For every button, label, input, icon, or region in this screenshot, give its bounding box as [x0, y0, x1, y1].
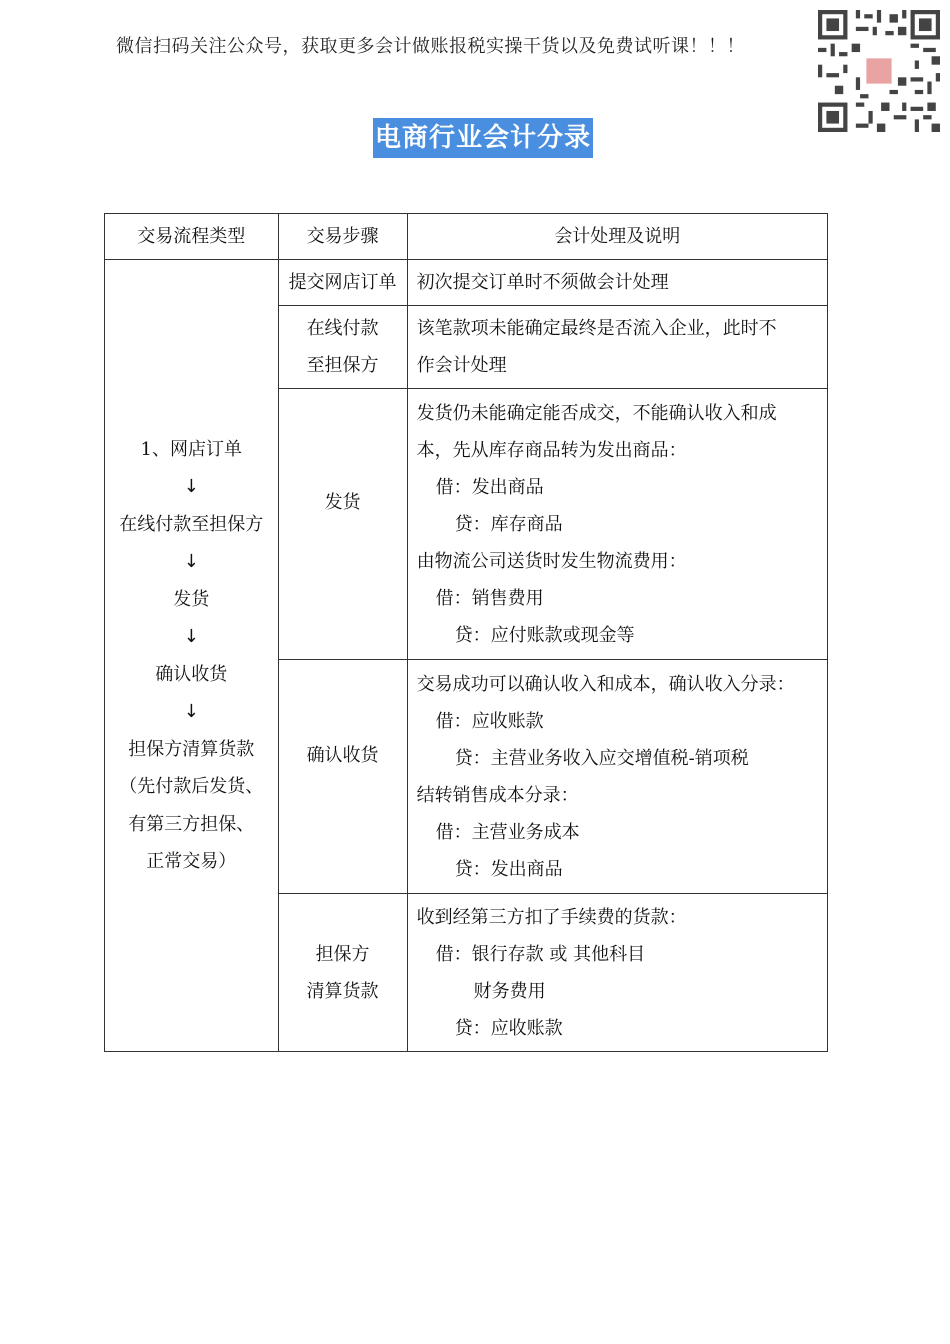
desc-line: 借：主营业务成本	[435, 821, 580, 843]
desc-line: 贷：发出商品	[454, 858, 563, 880]
qr-code-icon[interactable]	[818, 10, 940, 132]
desc-cell	[407, 306, 827, 389]
step-label: 确认收货	[306, 744, 379, 766]
step-label: 提交网店订单	[288, 272, 397, 293]
desc-line: 本，先从库存商品转为发出商品：	[416, 439, 687, 461]
step-cell	[278, 389, 407, 660]
down-arrow-icon: ↓	[183, 626, 199, 647]
step-label: 担保方	[315, 943, 370, 965]
flow-note-line: 正常交易）	[146, 851, 237, 872]
flow-note-line: 有第三方担保、	[128, 813, 255, 835]
desc-line: 收到经第三方扣了手续费的货款：	[416, 906, 687, 928]
desc-cell	[407, 389, 827, 660]
desc-line: 贷：应付账款或现金等	[454, 624, 635, 646]
flow-step-3: 发货	[173, 588, 210, 610]
step-cell	[278, 894, 407, 1052]
flow-step-2: 在线付款至担保方	[119, 513, 264, 535]
header-flow-type: 交易流程类型	[105, 214, 279, 260]
desc-cell	[407, 660, 827, 894]
desc-line: 发货仍未能确定能否成交，不能确认收入和成	[416, 402, 777, 424]
desc-line: 作会计处理	[416, 355, 507, 376]
desc-line: 贷：库存商品	[454, 513, 563, 535]
desc-line: 交易成功可以确认收入和成本，确认收入分录：	[416, 673, 795, 695]
flow-step-1: 1、网店订单	[140, 438, 242, 460]
desc-line: 贷：应收账款	[454, 1017, 563, 1039]
page-title: 电商行业会计分录	[373, 118, 593, 158]
down-arrow-icon: ↓	[183, 476, 199, 497]
desc-line: 借：应收账款	[435, 710, 544, 732]
step-label: 发货	[324, 492, 361, 513]
header-notice: 微信扫码关注公众号，获取更多会计做账报税实操干货以及免费试听课！！！	[116, 36, 745, 57]
step-label: 在线付款	[306, 318, 379, 339]
step-cell	[278, 306, 407, 389]
desc-line: 贷：主营业务收入应交增值税-销项税	[454, 747, 749, 769]
flow-step-5: 担保方清算货款	[128, 738, 255, 760]
accounting-table	[104, 213, 828, 1052]
desc-line: 该笔款项未能确定最终是否流入企业，此时不	[416, 318, 777, 339]
step-label: 清算货款	[306, 980, 379, 1002]
desc-line: 结转销售成本分录：	[416, 784, 579, 806]
desc-line: 由物流公司送货时发生物流费用：	[416, 550, 687, 572]
desc-line: 财务费用	[473, 980, 546, 1002]
desc-line: 借：银行存款 或 其他科目	[435, 943, 646, 965]
desc-cell	[407, 894, 827, 1052]
desc-cell	[407, 260, 827, 306]
down-arrow-icon: ↓	[183, 551, 199, 572]
down-arrow-icon: ↓	[183, 701, 199, 722]
header-step: 交易步骤	[278, 214, 407, 260]
flow-cell	[105, 260, 279, 1052]
desc-line: 借：销售费用	[435, 587, 544, 609]
step-cell	[278, 660, 407, 894]
flow-note-line: （先付款后发货、	[119, 776, 264, 797]
table-header-row	[105, 214, 828, 260]
table-row	[105, 260, 828, 306]
step-cell	[278, 260, 407, 306]
header-treatment: 会计处理及说明	[407, 214, 827, 260]
step-label: 至担保方	[306, 355, 379, 376]
flow-step-4: 确认收货	[155, 663, 228, 685]
desc-line: 初次提交订单时不须做会计处理	[416, 272, 669, 293]
desc-line: 借：发出商品	[435, 476, 544, 498]
